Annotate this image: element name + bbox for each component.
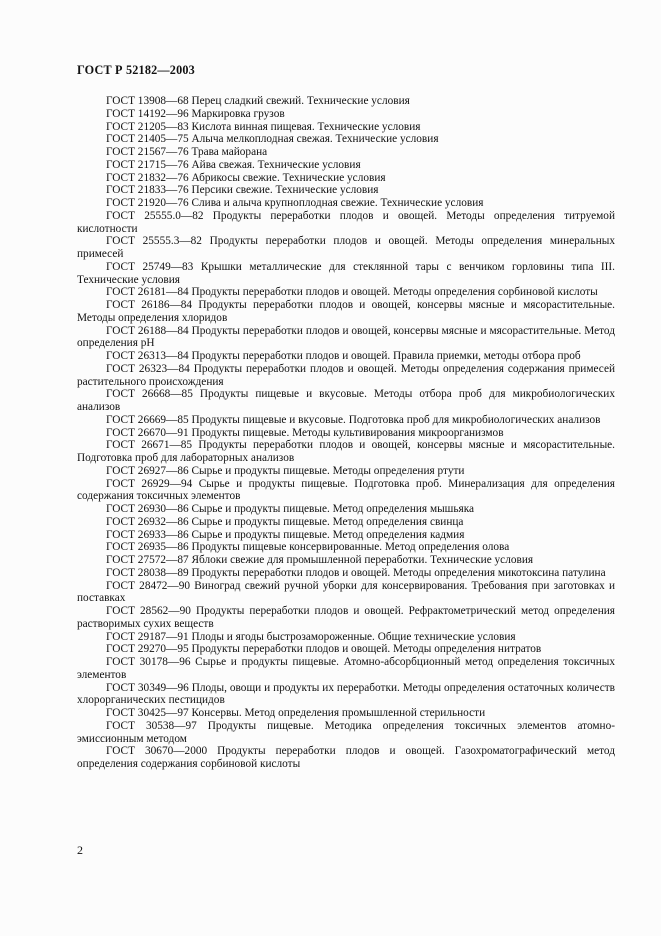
reference-item xyxy=(77,108,615,121)
reference-item xyxy=(77,605,615,631)
reference-item xyxy=(77,682,615,708)
reference-item xyxy=(77,567,615,580)
reference-title: Трава майорана xyxy=(191,146,268,158)
reference-title: Продукты переработки плодов и овощей. Методы определения титруемой кислотности xyxy=(77,209,615,235)
reference-title: Сырье и продукты пищевые. Подготовка проб. Минерализация для определения содержания токсичных элементов xyxy=(77,477,616,503)
reference-item xyxy=(77,235,615,261)
reference-title: Продукты переработки плодов и овощей. Рефрактометрический метод определения растворимых сухих веществ xyxy=(77,605,615,630)
reference-code: ГОСТ 26323—84 xyxy=(106,362,190,375)
reference-code: ГОСТ 30670—2000 xyxy=(106,745,208,758)
reference-code: ГОСТ 25749—83 xyxy=(106,260,194,273)
reference-title: Продукты переработки плодов и овощей. Методы определения микотоксина патулина xyxy=(191,566,606,579)
reference-title: Сырье и продукты пищевые. Метод определения мышьяка xyxy=(191,503,475,515)
reference-title: Консервы. Метод определения промышленной стерильности xyxy=(191,707,486,719)
reference-item xyxy=(77,95,615,108)
reference-title: Продукты переработки плодов и овощей. Газохроматографический метод определения содержания сорбиновой кислоты xyxy=(77,745,615,770)
reference-code: ГОСТ 25555.0—82 xyxy=(106,209,204,222)
reference-title: Продукты переработки плодов и овощей, консервы мясные и мясорастительные. Подготовка проб для лабораторных анализов xyxy=(77,439,615,464)
reference-code: ГОСТ 21567—76 xyxy=(106,146,189,158)
reference-code: ГОСТ 30425—97 xyxy=(106,707,189,719)
reference-title: Сырье и продукты пищевые. Атомно-абсорбционный метод определения токсичных элементов xyxy=(77,656,615,681)
reference-title: Кислота винная пищевая. Технические условия xyxy=(191,120,421,133)
reference-code: ГОСТ 30178—96 xyxy=(106,656,191,668)
reference-item xyxy=(77,503,615,516)
reference-title: Продукты переработки плодов и овощей. Методы определения минеральных примесей xyxy=(77,235,615,260)
reference-item xyxy=(77,121,615,134)
reference-title: Перец сладкий свежий. Технические условия xyxy=(191,95,410,107)
reference-item xyxy=(77,707,615,720)
reference-code: ГОСТ 26313—84 xyxy=(106,350,189,362)
reference-title: Яблоки свежие для промышленной переработки. Технические условия xyxy=(191,554,534,566)
reference-title: Маркировка грузов xyxy=(191,107,285,120)
reference-code: ГОСТ 26930—86 xyxy=(106,503,189,515)
reference-code: ГОСТ 26932—86 xyxy=(106,515,189,528)
reference-item xyxy=(77,184,615,197)
reference-title: Алыча мелкоплодная свежая. Технические условия xyxy=(191,133,439,146)
reference-item xyxy=(77,299,615,325)
reference-code: ГОСТ 21832—76 xyxy=(106,171,189,184)
reference-title: Продукты переработки плодов и овощей, консервы мясные и мясорастительные. Метод определения pH xyxy=(77,324,615,350)
reference-title: Виноград свежий ручной уборки для консервирования. Требования при заготовках и поставках xyxy=(77,579,615,605)
reference-code: ГОСТ 29270—95 xyxy=(106,643,189,656)
reference-code: ГОСТ 26181—84 xyxy=(106,286,189,299)
reference-item xyxy=(77,350,615,363)
reference-code: ГОСТ 26933—86 xyxy=(106,528,189,541)
reference-item xyxy=(77,427,615,440)
reference-code: ГОСТ 26935—86 xyxy=(106,541,189,554)
document-header: ГОСТ Р 52182—2003 xyxy=(77,63,195,77)
reference-item xyxy=(77,286,615,299)
reference-title: Продукты переработки плодов и овощей. Методы определения нитратов xyxy=(191,643,542,656)
reference-code: ГОСТ 21405—75 xyxy=(106,133,189,146)
reference-item xyxy=(77,414,615,427)
reference-title: Продукты пищевые и вкусовые. Методы отбора проб для микробиологических анализов xyxy=(77,388,615,413)
reference-code: ГОСТ 21205—83 xyxy=(106,120,189,133)
reference-title: Плоды и ягоды быстрозамороженные. Общие технические условия xyxy=(191,630,516,643)
reference-code: ГОСТ 26927—86 xyxy=(106,464,189,477)
page-number: 2 xyxy=(77,843,83,857)
reference-title: Продукты пищевые. Методы культивирования микроорганизмов xyxy=(191,426,504,439)
reference-item xyxy=(77,197,615,210)
reference-item xyxy=(77,172,615,185)
reference-title: Сырье и продукты пищевые. Метод определения свинца xyxy=(191,515,464,528)
reference-code: ГОСТ 28472—90 xyxy=(106,579,191,592)
reference-code: ГОСТ 26669—85 xyxy=(106,413,189,426)
reference-title: Продукты пищевые. Методика определения токсичных элементов атомно-эмиссионным методом xyxy=(77,719,615,745)
reference-title: Слива и алыча крупноплодная свежие. Технические условия xyxy=(191,197,484,209)
reference-item xyxy=(77,516,615,529)
reference-code: ГОСТ 21833—76 xyxy=(106,184,189,197)
reference-item xyxy=(77,388,615,414)
reference-item xyxy=(77,325,615,351)
reference-item xyxy=(77,720,615,746)
reference-code: ГОСТ 30349—96 xyxy=(106,681,189,694)
reference-title: Продукты пищевые и вкусовые. Подготовка проб для микробиологических анализов xyxy=(191,413,601,426)
reference-code: ГОСТ 27572—87 xyxy=(106,554,189,566)
reference-item xyxy=(77,541,615,554)
reference-item xyxy=(77,478,615,504)
reference-item xyxy=(77,745,615,771)
reference-code: ГОСТ 29187—91 xyxy=(106,630,189,643)
reference-item xyxy=(77,363,615,389)
reference-title: Продукты переработки плодов и овощей. Правила приемки, методы отбора проб xyxy=(191,350,581,362)
reference-code: ГОСТ 26671—85 xyxy=(106,439,193,452)
reference-title: Абрикосы свежие. Технические условия xyxy=(191,171,386,184)
reference-title: Продукты пищевые консервированные. Метод определения олова xyxy=(191,541,510,554)
reference-title: Продукты переработки плодов и овощей, консервы мясные и мясорастительные. Методы определения хлоридов xyxy=(77,299,615,324)
reference-item xyxy=(77,529,615,542)
reference-item xyxy=(77,133,615,146)
reference-item xyxy=(77,159,615,172)
normative-references-list xyxy=(77,95,615,771)
reference-item xyxy=(77,465,615,478)
reference-code: ГОСТ 28562—90 xyxy=(106,605,191,617)
reference-code: ГОСТ 30538—97 xyxy=(106,719,197,732)
reference-title: Плоды, овощи и продукты их переработки. Методы определения остаточных количеств хлорорганических пестицидов xyxy=(77,681,616,707)
reference-title: Сырье и продукты пищевые. Методы определения ртути xyxy=(191,464,465,477)
reference-code: ГОСТ 26188—84 xyxy=(106,324,189,337)
reference-title: Продукты переработки плодов и овощей. Методы определения содержания примесей растительного происхождения xyxy=(77,362,615,388)
reference-code: ГОСТ 28038—89 xyxy=(106,566,189,579)
reference-code: ГОСТ 26186—84 xyxy=(106,299,193,311)
reference-item xyxy=(77,554,615,567)
reference-item xyxy=(77,439,615,465)
reference-item xyxy=(77,643,615,656)
reference-code: ГОСТ 26929—94 xyxy=(106,477,193,490)
reference-code: ГОСТ 25555.3—82 xyxy=(106,235,202,248)
reference-title: Персики свежие. Технические условия xyxy=(191,184,379,197)
reference-title: Крышки металлические для стеклянной тары с венчиком горловины типа III. Технические условия xyxy=(77,260,615,286)
reference-code: ГОСТ 26670—91 xyxy=(106,426,189,439)
reference-item xyxy=(77,580,615,606)
reference-item xyxy=(77,146,615,159)
reference-item xyxy=(77,210,615,236)
reference-item xyxy=(77,656,615,682)
reference-title: Продукты переработки плодов и овощей. Методы определения сорбиновой кислоты xyxy=(191,286,598,299)
reference-code: ГОСТ 13908—68 xyxy=(106,95,189,107)
reference-code: ГОСТ 21715—76 xyxy=(106,158,189,171)
reference-item xyxy=(77,261,615,287)
reference-title: Айва свежая. Технические условия xyxy=(191,158,361,171)
reference-code: ГОСТ 26668—85 xyxy=(106,388,193,401)
reference-code: ГОСТ 21920—76 xyxy=(106,197,189,209)
reference-code: ГОСТ 14192—96 xyxy=(106,107,189,120)
reference-item xyxy=(77,631,615,644)
reference-title: Сырье и продукты пищевые. Метод определения кадмия xyxy=(191,528,465,541)
